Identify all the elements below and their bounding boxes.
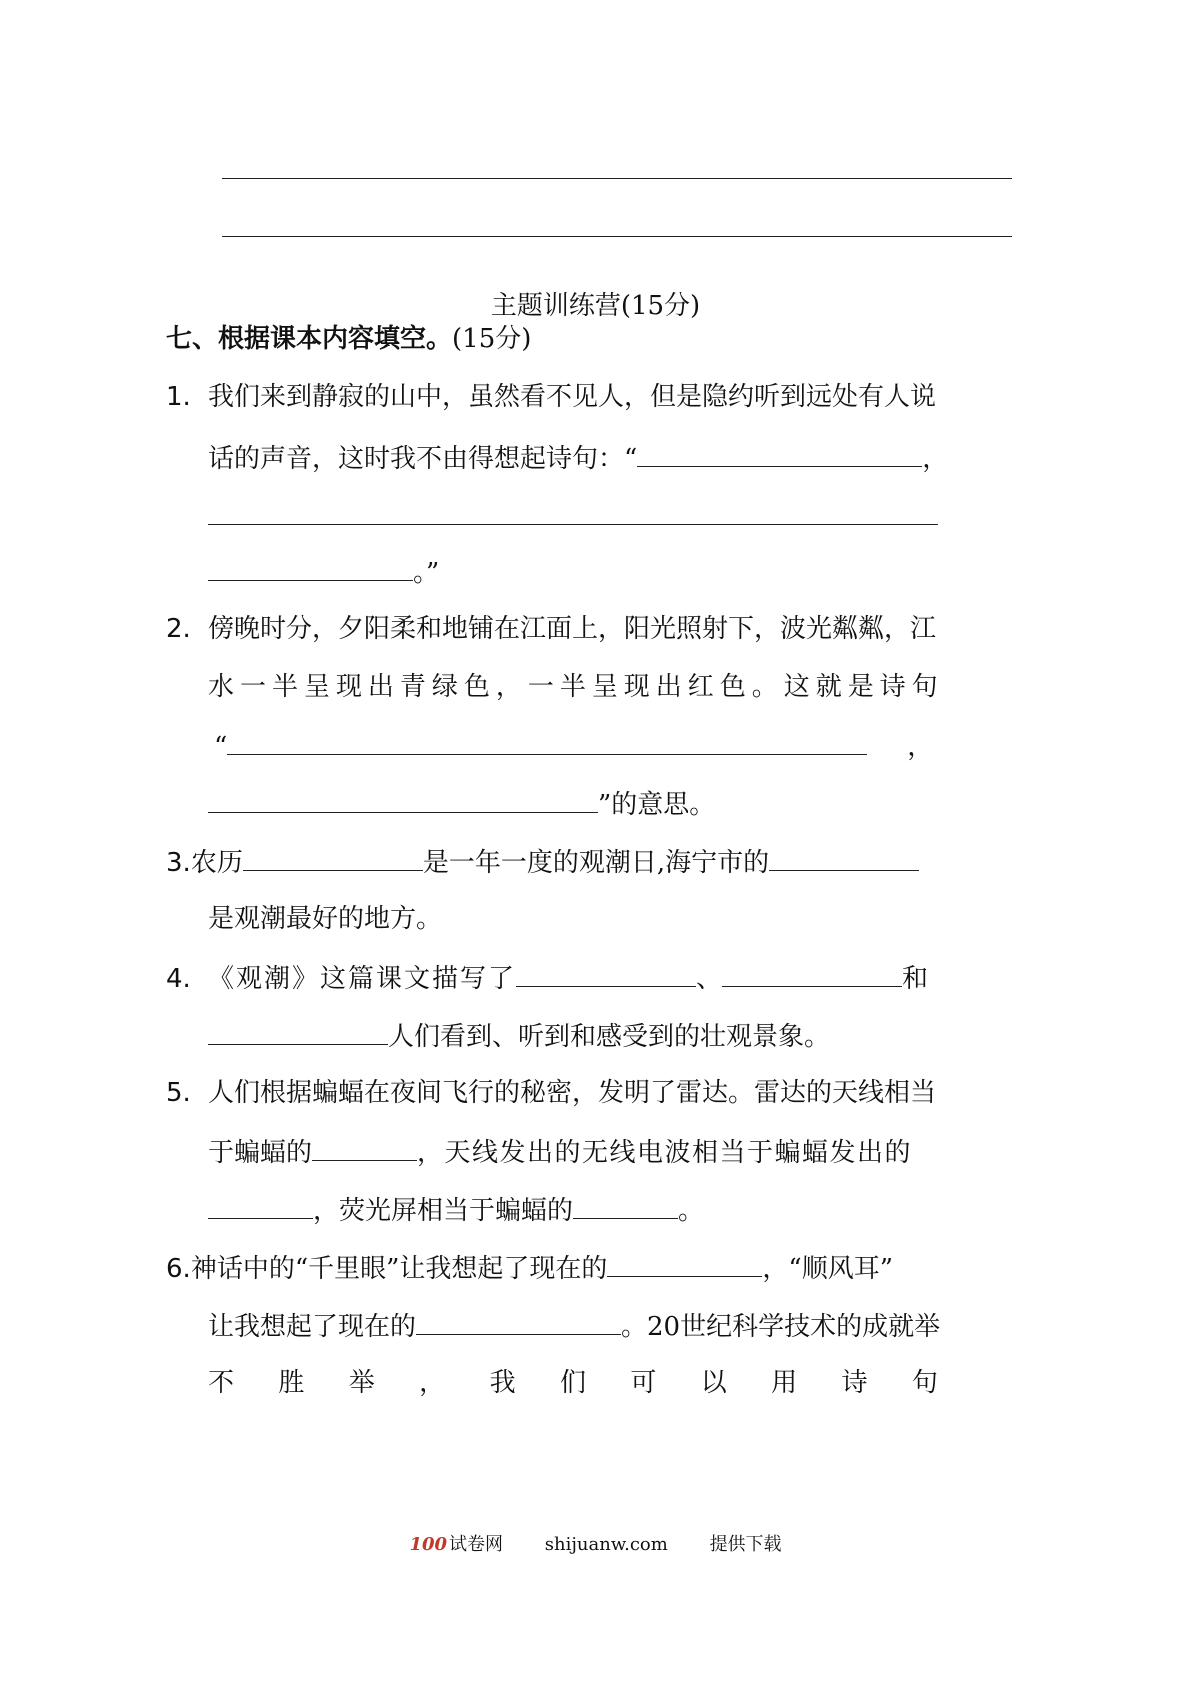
punctuation: “: [214, 732, 228, 762]
fill-blank[interactable]: [227, 728, 867, 755]
spaced-char: 红: [687, 672, 714, 702]
spaced-char: 以: [700, 1368, 727, 1398]
section-heading: [166, 322, 531, 356]
spaced-char: 半: [271, 672, 298, 702]
question-5-line-3: [208, 1192, 704, 1228]
spaced-char: 就: [815, 672, 842, 702]
site-name: 试卷网: [449, 1534, 504, 1555]
spaced-char: 可: [630, 1368, 657, 1398]
question-text: 《观潮》这篇课文描写了: [208, 964, 517, 994]
spaced-char: 这: [783, 672, 810, 702]
fill-blank[interactable]: [243, 844, 423, 871]
answer-line[interactable]: [208, 524, 938, 525]
spaced-char: 句: [911, 1368, 938, 1398]
spaced-char: 青: [399, 672, 426, 702]
question-6-line-3: [208, 1366, 938, 1400]
question-2-line-4: [208, 786, 715, 822]
spaced-char: 是: [847, 672, 874, 702]
spaced-char: 诗: [841, 1368, 868, 1398]
question-3-line-1: [166, 844, 919, 880]
site-domain[interactable]: shijuanw.com: [544, 1534, 668, 1555]
question-text: 傍晚时分，夕阳柔和地铺在江面上，阳光照射下，波光粼粼，江: [208, 614, 937, 644]
spaced-char: 们: [559, 1368, 586, 1398]
section-title: 主题训练营(15分): [490, 291, 701, 321]
spaced-char: 。: [751, 672, 778, 702]
spaced-char: 出: [655, 672, 682, 702]
spaced-char: 呈: [303, 672, 330, 702]
section-heading-label: 七、根据课本内容填空。: [166, 324, 453, 354]
punctuation: ，: [907, 732, 934, 762]
spaced-char: 举: [348, 1368, 375, 1398]
fill-blank[interactable]: [637, 440, 922, 467]
spaced-char: 诗: [879, 672, 906, 702]
question-text: 于蝙蝠的: [208, 1138, 313, 1168]
question-number: 5.: [166, 1078, 191, 1108]
spaced-char: 现: [335, 672, 362, 702]
question-2-line-1: [166, 612, 936, 646]
footer-note: 提供下载: [709, 1534, 782, 1555]
question-text: 是一年一度的观潮日,海宁市的: [422, 848, 770, 878]
site-logo: 100: [409, 1534, 448, 1555]
spaced-char: 绿: [431, 672, 458, 702]
question-3-line-2: [208, 902, 442, 936]
footer: [0, 1530, 1191, 1556]
punctuation: 。”: [413, 558, 440, 588]
spaced-char: 现: [623, 672, 650, 702]
question-2-line-2: [208, 670, 938, 704]
answer-line[interactable]: [222, 178, 1012, 179]
question-5-line-2: [208, 1134, 912, 1170]
question-number: 2.: [166, 614, 191, 644]
fill-blank[interactable]: [312, 1134, 417, 1161]
answer-line[interactable]: [222, 236, 1012, 237]
question-text: 。20世纪科学技术的成就举: [621, 1312, 941, 1342]
spaced-char: 一: [239, 672, 266, 702]
question-text: 和: [902, 964, 929, 994]
fill-blank[interactable]: [208, 786, 598, 813]
question-number: 1.: [166, 382, 191, 412]
question-number: 4.: [166, 964, 191, 994]
question-6-line-2: [208, 1308, 940, 1344]
question-1-line-4: [208, 554, 439, 590]
spaced-char: ，: [419, 1368, 446, 1398]
fill-blank[interactable]: [769, 844, 919, 871]
spaced-char: 我: [489, 1368, 516, 1398]
spaced-char: ，: [495, 672, 522, 702]
question-text: 农历: [190, 848, 243, 878]
punctuation: 。: [678, 1196, 705, 1226]
fill-blank[interactable]: [573, 1192, 678, 1219]
question-text: ，“顺风耳”: [762, 1254, 893, 1284]
question-text: 人们根据蝙蝠在夜间飞行的秘密，发明了雷达。雷达的天线相当: [208, 1078, 937, 1108]
fill-blank[interactable]: [516, 960, 696, 987]
question-text: 我们来到静寂的山中，虽然看不见人，但是隐约听到远处有人说: [208, 382, 937, 412]
question-text: 话的声音，这时我不由得想起诗句：“: [208, 444, 638, 474]
question-1-line-2: [208, 440, 948, 476]
question-text: ，天线发出的无线电波相当于蝙蝠发出的: [417, 1138, 913, 1168]
question-5-line-1: [166, 1076, 936, 1110]
spaced-char: 半: [559, 672, 586, 702]
spaced-char: 水: [208, 672, 235, 702]
question-number: 6.: [166, 1254, 191, 1284]
spaced-char: 用: [771, 1368, 798, 1398]
fill-blank[interactable]: [208, 1192, 313, 1219]
question-text: ，荧光屏相当于蝙蝠的: [313, 1196, 574, 1226]
question-text: ”的意思。: [598, 790, 716, 820]
question-6-line-1: [166, 1250, 893, 1286]
section-heading-points: (15分): [452, 324, 532, 354]
spaced-char: 胜: [278, 1368, 305, 1398]
spaced-char: 色: [463, 672, 490, 702]
fill-blank[interactable]: [722, 960, 902, 987]
spaced-char: 色: [719, 672, 746, 702]
spaced-char: 呈: [591, 672, 618, 702]
question-number: 3.: [166, 848, 191, 878]
question-text: 是观潮最好的地方。: [208, 904, 443, 934]
question-4-line-2: [208, 1018, 830, 1054]
punctuation: 、: [696, 964, 723, 994]
fill-blank[interactable]: [208, 1018, 388, 1045]
question-2-line-3: [214, 728, 933, 764]
fill-blank[interactable]: [208, 554, 413, 581]
question-text: 让我想起了现在的: [208, 1312, 417, 1342]
question-text: 人们看到、听到和感受到的壮观景象。: [388, 1022, 831, 1052]
spaced-char: 出: [367, 672, 394, 702]
fill-blank[interactable]: [607, 1250, 762, 1277]
question-1-line-1: [166, 380, 936, 414]
question-text: 神话中的“千里眼”让我想起了现在的: [190, 1254, 608, 1284]
punctuation: ，: [922, 444, 949, 474]
question-4-line-1: [166, 960, 928, 996]
spaced-char: 一: [527, 672, 554, 702]
fill-blank[interactable]: [416, 1308, 621, 1335]
spaced-char: 不: [208, 1368, 235, 1398]
spaced-char: 句: [911, 672, 938, 702]
